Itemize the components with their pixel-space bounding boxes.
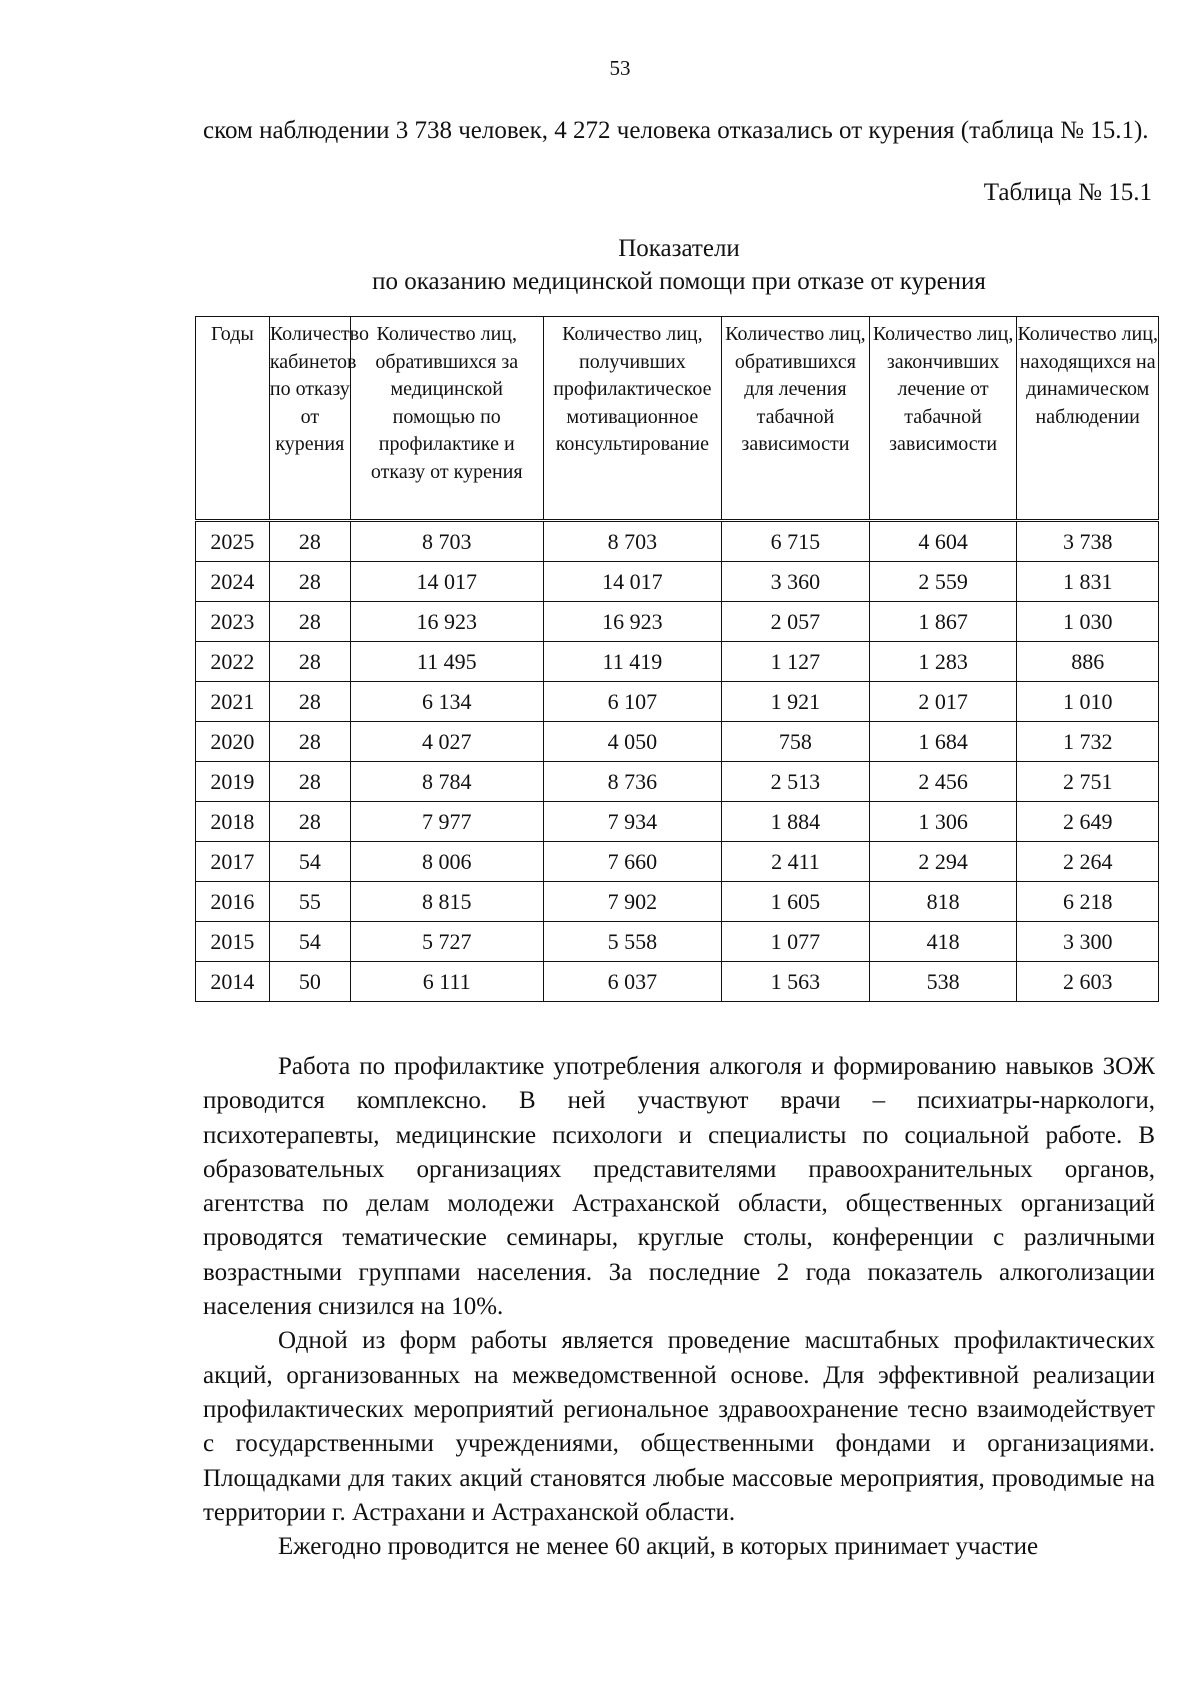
cell-year: 2019 xyxy=(196,762,270,802)
table-row xyxy=(196,642,1159,682)
cell-year: 2020 xyxy=(196,722,270,762)
cell-completed: 2 294 xyxy=(869,842,1017,882)
table-label: Таблица № 15.1 xyxy=(983,179,1152,206)
body-paragraph: Одной из форм работы является проведение масштабных профилактических акций, организованных на межведомственной основе. Для эффективной реализации профилактических мероприятий региональное здравоохранение тесно взаимодействует с государственными учреждениями, общественными фондами и организациями. Площадками для таких акций становятся любые массовые мероприятия, проводимые на территории г. Астрахани и Астраханской области. xyxy=(203,1327,1155,1526)
cell-observation: 1 831 xyxy=(1017,562,1159,602)
table-row xyxy=(196,521,1159,562)
cell-treatment: 2 513 xyxy=(722,762,870,802)
header-persons-treatment: Количество лиц, обратившихся для лечения табачной зависимости xyxy=(722,317,870,521)
cell-counseled: 6 037 xyxy=(543,962,721,1002)
table-row xyxy=(196,722,1159,762)
cell-applied: 8 815 xyxy=(350,882,543,922)
cell-year: 2016 xyxy=(196,882,270,922)
cell-treatment: 1 127 xyxy=(722,642,870,682)
table-row xyxy=(196,682,1159,722)
table-title-line-2: по оказанию медицинской помощи при отказе от курения xyxy=(372,268,986,295)
cell-applied: 16 923 xyxy=(350,602,543,642)
cell-observation: 2 649 xyxy=(1017,802,1159,842)
cell-counseled: 4 050 xyxy=(543,722,721,762)
cell-treatment: 1 884 xyxy=(722,802,870,842)
cell-year: 2023 xyxy=(196,602,270,642)
body-text-block xyxy=(203,1050,1155,1564)
cell-treatment: 1 563 xyxy=(722,962,870,1002)
cell-completed: 818 xyxy=(869,882,1017,922)
cell-completed: 1 283 xyxy=(869,642,1017,682)
cell-treatment: 1 605 xyxy=(722,882,870,922)
cell-observation: 886 xyxy=(1017,642,1159,682)
table-title xyxy=(203,232,1155,298)
cell-observation: 3 300 xyxy=(1017,922,1159,962)
cell-completed: 1 306 xyxy=(869,802,1017,842)
cell-observation: 6 218 xyxy=(1017,882,1159,922)
cell-completed: 538 xyxy=(869,962,1017,1002)
cell-counseled: 16 923 xyxy=(543,602,721,642)
header-years: Годы xyxy=(196,317,270,521)
table-row xyxy=(196,602,1159,642)
cell-observation: 2 751 xyxy=(1017,762,1159,802)
header-persons-observation: Количество лиц, находящихся на динамическом наблюдении xyxy=(1017,317,1159,521)
cell-counseled: 7 902 xyxy=(543,882,721,922)
table-header-row xyxy=(196,317,1159,521)
cell-cabinets: 28 xyxy=(269,562,350,602)
cell-completed: 1 684 xyxy=(869,722,1017,762)
cell-year: 2024 xyxy=(196,562,270,602)
table-row xyxy=(196,562,1159,602)
cell-counseled: 7 934 xyxy=(543,802,721,842)
table-row xyxy=(196,762,1159,802)
cell-observation: 3 738 xyxy=(1017,521,1159,562)
cell-cabinets: 50 xyxy=(269,962,350,1002)
cell-counseled: 8 703 xyxy=(543,521,721,562)
cell-treatment: 758 xyxy=(722,722,870,762)
cell-completed: 2 559 xyxy=(869,562,1017,602)
cell-observation: 2 264 xyxy=(1017,842,1159,882)
header-cabinets-count: Количество кабинетов по отказу от курения xyxy=(269,317,350,521)
cell-treatment: 2 411 xyxy=(722,842,870,882)
cell-cabinets: 28 xyxy=(269,762,350,802)
cell-year: 2014 xyxy=(196,962,270,1002)
page-number: 53 xyxy=(609,56,631,80)
cell-applied: 8 006 xyxy=(350,842,543,882)
cell-applied: 7 977 xyxy=(350,802,543,842)
cell-completed: 2 017 xyxy=(869,682,1017,722)
cell-applied: 14 017 xyxy=(350,562,543,602)
cell-completed: 4 604 xyxy=(869,521,1017,562)
cell-treatment: 1 077 xyxy=(722,922,870,962)
cell-year: 2015 xyxy=(196,922,270,962)
cell-cabinets: 28 xyxy=(269,602,350,642)
table-row xyxy=(196,922,1159,962)
intro-text-block xyxy=(203,114,1155,148)
cell-treatment: 3 360 xyxy=(722,562,870,602)
cell-completed: 1 867 xyxy=(869,602,1017,642)
cell-counseled: 6 107 xyxy=(543,682,721,722)
cell-year: 2018 xyxy=(196,802,270,842)
cell-cabinets: 28 xyxy=(269,802,350,842)
cell-year: 2017 xyxy=(196,842,270,882)
body-paragraph: Ежегодно проводится не менее 60 акций, в которых принимает участие xyxy=(278,1533,1039,1561)
table-row xyxy=(196,882,1159,922)
cell-cabinets: 28 xyxy=(269,521,350,562)
cell-cabinets: 55 xyxy=(269,882,350,922)
cell-counseled: 8 736 xyxy=(543,762,721,802)
cell-cabinets: 28 xyxy=(269,682,350,722)
cell-cabinets: 28 xyxy=(269,722,350,762)
cell-treatment: 1 921 xyxy=(722,682,870,722)
cell-treatment: 6 715 xyxy=(722,521,870,562)
cell-counseled: 14 017 xyxy=(543,562,721,602)
cell-observation: 1 010 xyxy=(1017,682,1159,722)
cell-cabinets: 54 xyxy=(269,922,350,962)
cell-applied: 5 727 xyxy=(350,922,543,962)
cell-observation: 1 030 xyxy=(1017,602,1159,642)
smoking-cessation-table xyxy=(195,316,1159,1002)
table-row xyxy=(196,842,1159,882)
cell-year: 2021 xyxy=(196,682,270,722)
cell-year: 2025 xyxy=(196,521,270,562)
cell-counseled: 11 419 xyxy=(543,642,721,682)
cell-counseled: 7 660 xyxy=(543,842,721,882)
cell-applied: 8 703 xyxy=(350,521,543,562)
intro-paragraph: ском наблюдении 3 738 человек, 4 272 человека отказались от курения (таблица № 15.1). xyxy=(203,117,1149,144)
cell-year: 2022 xyxy=(196,642,270,682)
table-row xyxy=(196,962,1159,1002)
table-title-line-1: Показатели xyxy=(618,235,740,262)
cell-cabinets: 28 xyxy=(269,642,350,682)
cell-treatment: 2 057 xyxy=(722,602,870,642)
cell-observation: 2 603 xyxy=(1017,962,1159,1002)
cell-applied: 6 134 xyxy=(350,682,543,722)
header-persons-completed: Количество лиц, закончивших лечение от табачной зависимости xyxy=(869,317,1017,521)
header-persons-applied: Количество лиц, обратившихся за медицинской помощью по профилактике и отказу от курения xyxy=(350,317,543,521)
body-paragraph: Работа по профилактике употребления алкоголя и формированию навыков ЗОЖ проводится комплексно. В ней участвуют врачи – психиатры-наркологи, психотерапевты, медицинские психологи и специалисты по социальной работе. В образовательных организациях представителями правоохранительных органов, агентства по делам молодежи Астраханской области, общественных организаций проводятся тематические семинары, круглые столы, конференции с различными возрастными группами населения. За последние 2 года показатель алкоголизации населения снизился на 10%. xyxy=(203,1053,1155,1321)
cell-observation: 1 732 xyxy=(1017,722,1159,762)
cell-applied: 8 784 xyxy=(350,762,543,802)
cell-completed: 418 xyxy=(869,922,1017,962)
header-persons-counseled: Количество лиц, получивших профилактическое мотивационное консультирование xyxy=(543,317,721,521)
cell-applied: 4 027 xyxy=(350,722,543,762)
cell-applied: 6 111 xyxy=(350,962,543,1002)
cell-applied: 11 495 xyxy=(350,642,543,682)
table-row xyxy=(196,802,1159,842)
cell-cabinets: 54 xyxy=(269,842,350,882)
cell-counseled: 5 558 xyxy=(543,922,721,962)
cell-completed: 2 456 xyxy=(869,762,1017,802)
